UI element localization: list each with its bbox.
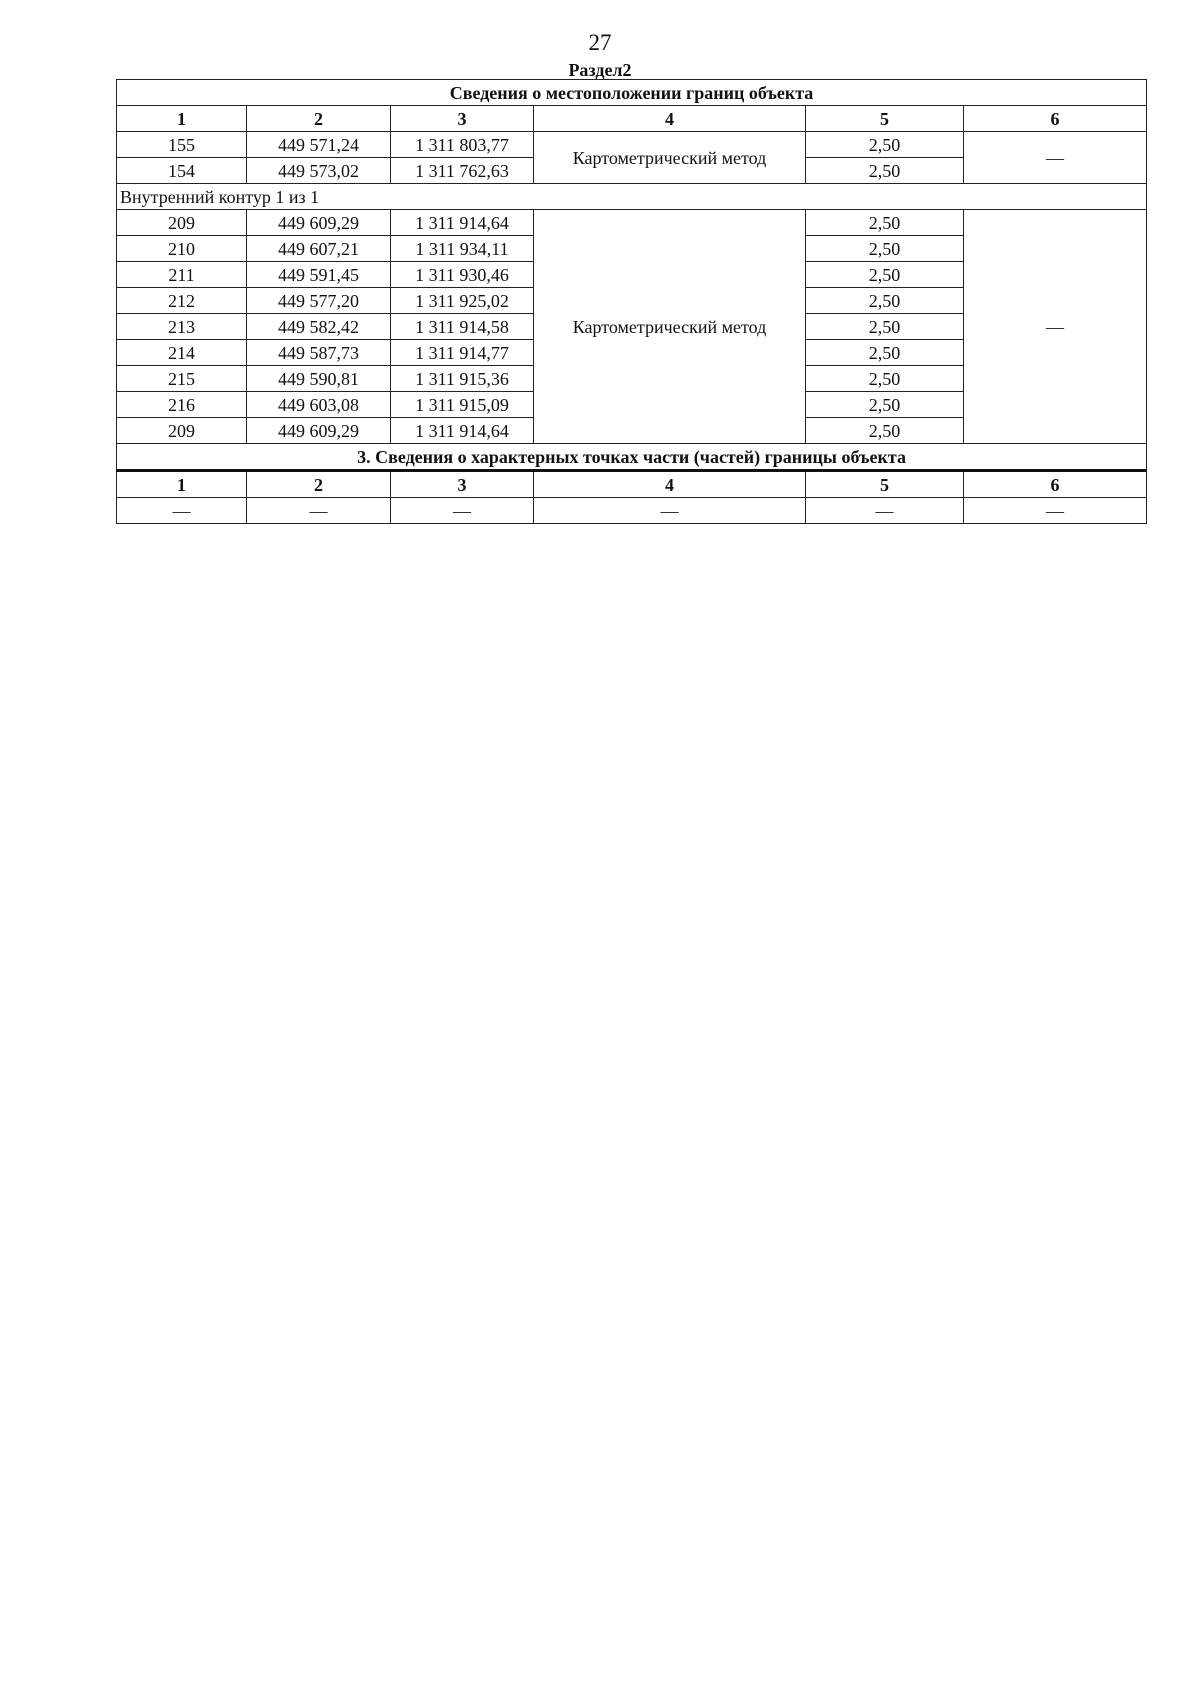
error-value: 2,50 bbox=[806, 132, 964, 158]
column-header: 4 bbox=[534, 471, 806, 498]
section-label: Раздел2 bbox=[568, 60, 632, 80]
error-value: 2,50 bbox=[806, 288, 964, 314]
point-number: 214 bbox=[117, 340, 247, 366]
table-title-row bbox=[117, 80, 1147, 106]
column-header: 4 bbox=[534, 106, 806, 132]
error-value: 2,50 bbox=[806, 262, 964, 288]
contour-label: Внутренний контур 1 из 1 bbox=[117, 184, 1147, 210]
coord-x: 449 587,73 bbox=[247, 340, 391, 366]
table-row bbox=[117, 132, 1147, 158]
error-value: 2,50 bbox=[806, 418, 964, 444]
column-header: 1 bbox=[117, 471, 247, 498]
page-number: 27 bbox=[588, 30, 612, 55]
point-number: 209 bbox=[117, 418, 247, 444]
dash-cell: — bbox=[806, 498, 964, 524]
column-header: 6 bbox=[964, 471, 1147, 498]
error-value: 2,50 bbox=[806, 392, 964, 418]
coord-x: 449 603,08 bbox=[247, 392, 391, 418]
column-header: 1 bbox=[117, 106, 247, 132]
point-number: 209 bbox=[117, 210, 247, 236]
coord-y: 1 311 914,77 bbox=[391, 340, 534, 366]
point-number: 211 bbox=[117, 262, 247, 288]
error-value: 2,50 bbox=[806, 158, 964, 184]
dash-cell: — bbox=[391, 498, 534, 524]
column-header-row bbox=[117, 106, 1147, 132]
section3-row bbox=[117, 498, 1147, 524]
column-header: 5 bbox=[806, 471, 964, 498]
error-value: 2,50 bbox=[806, 340, 964, 366]
error-value: 2,50 bbox=[806, 314, 964, 340]
section3-header-row bbox=[117, 471, 1147, 498]
coord-y: 1 311 762,63 bbox=[391, 158, 534, 184]
col6-cell: — bbox=[964, 210, 1147, 444]
section3-title: 3. Сведения о характерных точках части (частей) границы объекта bbox=[117, 444, 1147, 471]
error-value: 2,50 bbox=[806, 366, 964, 392]
column-header: 3 bbox=[391, 106, 534, 132]
method-cell: Картометрический метод bbox=[534, 210, 806, 444]
coord-x: 449 590,81 bbox=[247, 366, 391, 392]
column-header: 5 bbox=[806, 106, 964, 132]
point-number: 210 bbox=[117, 236, 247, 262]
column-header: 6 bbox=[964, 106, 1147, 132]
error-value: 2,50 bbox=[806, 236, 964, 262]
coord-y: 1 311 803,77 bbox=[391, 132, 534, 158]
coord-x: 449 609,29 bbox=[247, 210, 391, 236]
coord-x: 449 573,02 bbox=[247, 158, 391, 184]
point-number: 212 bbox=[117, 288, 247, 314]
method-cell: Картометрический метод bbox=[534, 132, 806, 184]
coord-x: 449 582,42 bbox=[247, 314, 391, 340]
coord-x: 449 577,20 bbox=[247, 288, 391, 314]
table-row bbox=[117, 210, 1147, 236]
section3-title-row bbox=[117, 444, 1147, 471]
dash-cell: — bbox=[117, 498, 247, 524]
col6-cell: — bbox=[964, 132, 1147, 184]
point-number: 213 bbox=[117, 314, 247, 340]
coord-x: 449 571,24 bbox=[247, 132, 391, 158]
point-number: 155 bbox=[117, 132, 247, 158]
coord-y: 1 311 915,09 bbox=[391, 392, 534, 418]
table-title: Сведения о местоположении границ объекта bbox=[117, 80, 1147, 106]
dash-cell: — bbox=[964, 498, 1147, 524]
column-header: 2 bbox=[247, 471, 391, 498]
point-number: 215 bbox=[117, 366, 247, 392]
coord-y: 1 311 914,58 bbox=[391, 314, 534, 340]
contour-row bbox=[117, 184, 1147, 210]
column-header: 2 bbox=[247, 106, 391, 132]
coord-x: 449 609,29 bbox=[247, 418, 391, 444]
coord-y: 1 311 925,02 bbox=[391, 288, 534, 314]
column-header: 3 bbox=[391, 471, 534, 498]
coord-y: 1 311 914,64 bbox=[391, 210, 534, 236]
dash-cell: — bbox=[247, 498, 391, 524]
point-number: 216 bbox=[117, 392, 247, 418]
coord-x: 449 591,45 bbox=[247, 262, 391, 288]
coord-y: 1 311 914,64 bbox=[391, 418, 534, 444]
boundary-table bbox=[116, 79, 1147, 524]
coord-y: 1 311 915,36 bbox=[391, 366, 534, 392]
error-value: 2,50 bbox=[806, 210, 964, 236]
coord-y: 1 311 934,11 bbox=[391, 236, 534, 262]
point-number: 154 bbox=[117, 158, 247, 184]
coord-y: 1 311 930,46 bbox=[391, 262, 534, 288]
dash-cell: — bbox=[534, 498, 806, 524]
coord-x: 449 607,21 bbox=[247, 236, 391, 262]
